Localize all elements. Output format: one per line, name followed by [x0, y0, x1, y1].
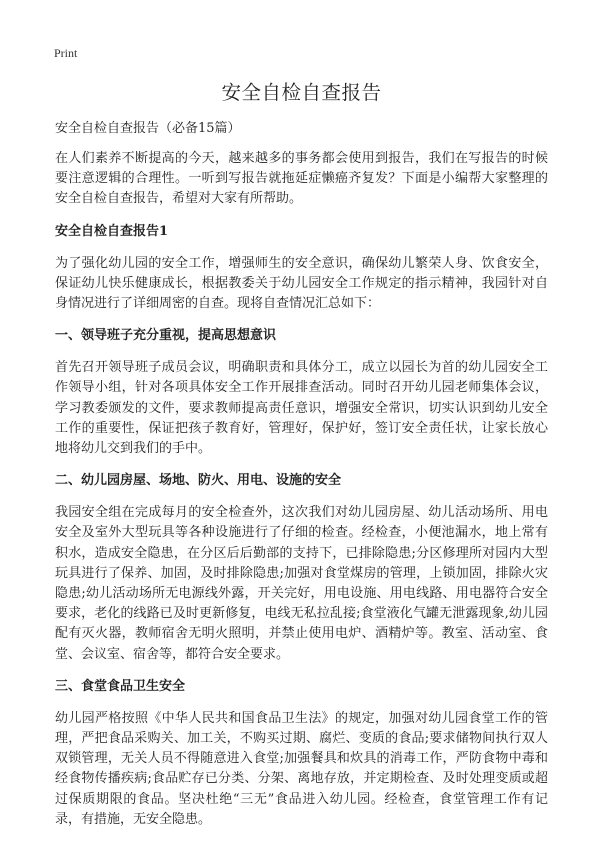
report-heading: 安全自检自查报告1 — [55, 223, 169, 239]
document-page — [55, 80, 548, 842]
section-body-facilities: 我园安全组在完成每月的安全检查外，这次我们对幼儿园房屋、幼儿活动场所、用电安全及室外大型玩具等各种设施进行了仔细的检查。经检查，小便池漏水，地上常有积水，造成安全隐患，在分区后后勤部的支持下，已排除隐患;分区修理所对园内大型玩具进行了保养、加固，及时排除隐患;加强对食堂煤房的管理，上锁加固，排除火灾隐患;幼儿活动场所无电源线外露，开关完好，用电设施、用电线路、用电器符合安全要求，老化的线路已及时更新修复，电线无私拉乱接;食堂液化气罐无泄露现象,幼儿园配有灭火器，教师宿舍无明火照明，并禁止使用电炉、酒精炉等。教室、活动室、食堂、会议室、宿舍等，都符合安全要求。 — [55, 505, 548, 662]
report-intro-paragraph: 为了强化幼儿园的安全工作，增强师生的安全意识，确保幼儿繁荣人身、饮食安全，保证幼儿快乐健康成长，根据教委关于幼儿园安全工作规定的指示精神，我园针对自身情况进行了详细周密的自查。现将自查情况汇总如下： — [55, 255, 548, 312]
section-body-food-safety: 幼儿园严格按照《中华人民共和国食品卫生法》的规定，加强对幼儿园食堂工作的管理，严把食品采购关、加工关，不购买过期、腐烂、变质的食品;要求储物间执行双人双锁管理，无关人员不得随意进入食堂;加强餐具和炊具的消毒工作，严防食物中毒和经食物传播疾病;食品贮存已分类、分架、离地存放，并定期检查、及时处理变质或超过保质期限的食品。坚决杜绝“三无”食品进入幼儿园。经检查，食堂管理工作有记录，有措施，无安全隐患。 — [55, 710, 548, 827]
print-link[interactable]: Print — [54, 46, 78, 60]
section-heading-food-safety: 三、食堂食品卫生安全 — [55, 678, 186, 694]
document-subtitle: 安全自检自查报告（必备15篇） — [55, 121, 241, 136]
document-title: 安全自检自查报告 — [221, 81, 382, 104]
section-body-leadership: 首先召开领导班子成员会议，明确职责和具体分工，成立以园长为首的幼儿园安全工作领导小组，针对各项具体安全工作开展排查活动。同时召开幼儿园老师集体会议，学习教委颁发的文件，要求教师提高责任意识，增强安全常识，切实认识到幼儿安全工作的重要性，保证把孩子教育好，管理好，保护好，签订安全责任状，让家长放心地将幼儿交到我们的手中。 — [55, 360, 548, 457]
section-heading-facilities: 二、幼儿园房屋、场地、防火、用电、设施的安全 — [55, 473, 342, 489]
intro-paragraph: 在人们素养不断提高的今天，越来越多的事务都会使用到报告，我们在写报告的时候要注意逻辑的合理性。一听到写报告就拖延症懒癌齐复发？下面是小编帮大家整理的安全自检自查报告，希望对大家有所帮助。 — [55, 151, 548, 207]
section-heading-leadership: 一、领导班子充分重视，提高思想意识 — [55, 328, 277, 344]
